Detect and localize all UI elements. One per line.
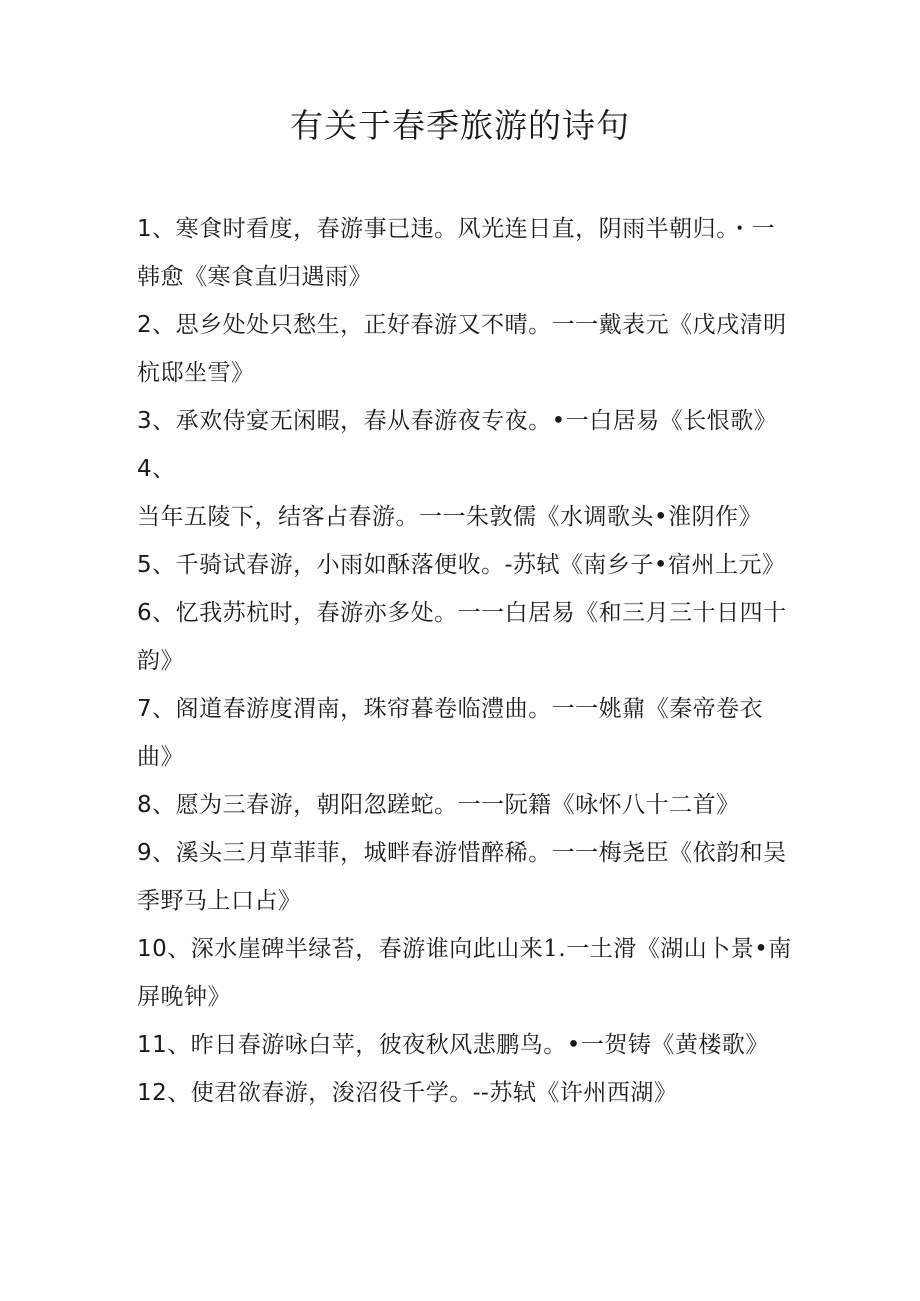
list-item	[137, 1069, 797, 1117]
item-number: 4、	[137, 456, 176, 482]
item-number: 2、	[137, 312, 176, 338]
item-text: 深水崖碑半绿苔，春游谁向此山来1.一土滑《湖山卜景•南屏晚钟》	[137, 936, 792, 1010]
item-number: 6、	[137, 600, 176, 626]
list-item	[137, 685, 797, 781]
item-text: 忆我苏杭时，春游亦多处。一一白居易《和三月三十日四十韵》	[137, 600, 787, 674]
list-item	[137, 445, 797, 541]
list-item	[137, 925, 797, 1021]
item-text: 千骑试春游，小雨如酥落便收。-苏轼《南乡子•宿州上元》	[175, 552, 786, 578]
list-item	[137, 541, 797, 589]
item-number: 10、	[137, 936, 191, 962]
list-item	[137, 397, 797, 445]
item-text: 溪头三月草菲菲，城畔春游惜醉稀。一一梅尧臣《依韵和吴季野马上口占》	[137, 840, 787, 914]
item-number: 11、	[137, 1032, 191, 1058]
list-item	[137, 301, 797, 397]
item-number: 1、	[137, 216, 176, 242]
item-number: 12、	[137, 1080, 191, 1106]
item-text: 昨日春游咏白苹，彼夜秋风悲鹏鸟。•一贺铸《黄楼歌》	[190, 1032, 769, 1058]
item-number: 7、	[137, 696, 176, 722]
item-text: 愿为三春游，朝阳忽蹉蛇。一一阮籍《咏怀八十二首》	[175, 792, 740, 818]
list-item	[137, 781, 797, 829]
page-title: 有关于春季旅游的诗句	[290, 106, 630, 145]
item-number: 8、	[137, 792, 176, 818]
list-item	[137, 829, 797, 925]
item-text: 寒食时看度，春游事已违。风光连日直，阴雨半朝归。・一韩愈《寒食直归遇雨》	[137, 216, 776, 290]
item-number: 9、	[137, 840, 176, 866]
poem-list	[137, 205, 797, 1117]
list-item	[137, 1021, 797, 1069]
item-text: 当年五陵下，结客占春游。一一朱敦儒《水调歌头•淮阴作》	[137, 504, 763, 530]
list-item	[137, 589, 797, 685]
item-text: 承欢侍宴无闲暇，春从春游夜专夜。•一白居易《长恨歌》	[175, 408, 778, 434]
item-number: 3、	[137, 408, 176, 434]
list-item	[137, 205, 797, 301]
item-text: 思乡处处只愁生，正好春游又不晴。一一戴表元《戊戌清明杭邸坐雪》	[137, 312, 787, 386]
item-text: 使君欲春游，浚沼役千学。--苏轼《许州西湖》	[190, 1080, 678, 1106]
item-number: 5、	[137, 552, 176, 578]
item-text: 阁道春游度渭南，珠帘暮卷临澧曲。一一姚鼐《秦帝卷衣曲》	[137, 696, 764, 770]
